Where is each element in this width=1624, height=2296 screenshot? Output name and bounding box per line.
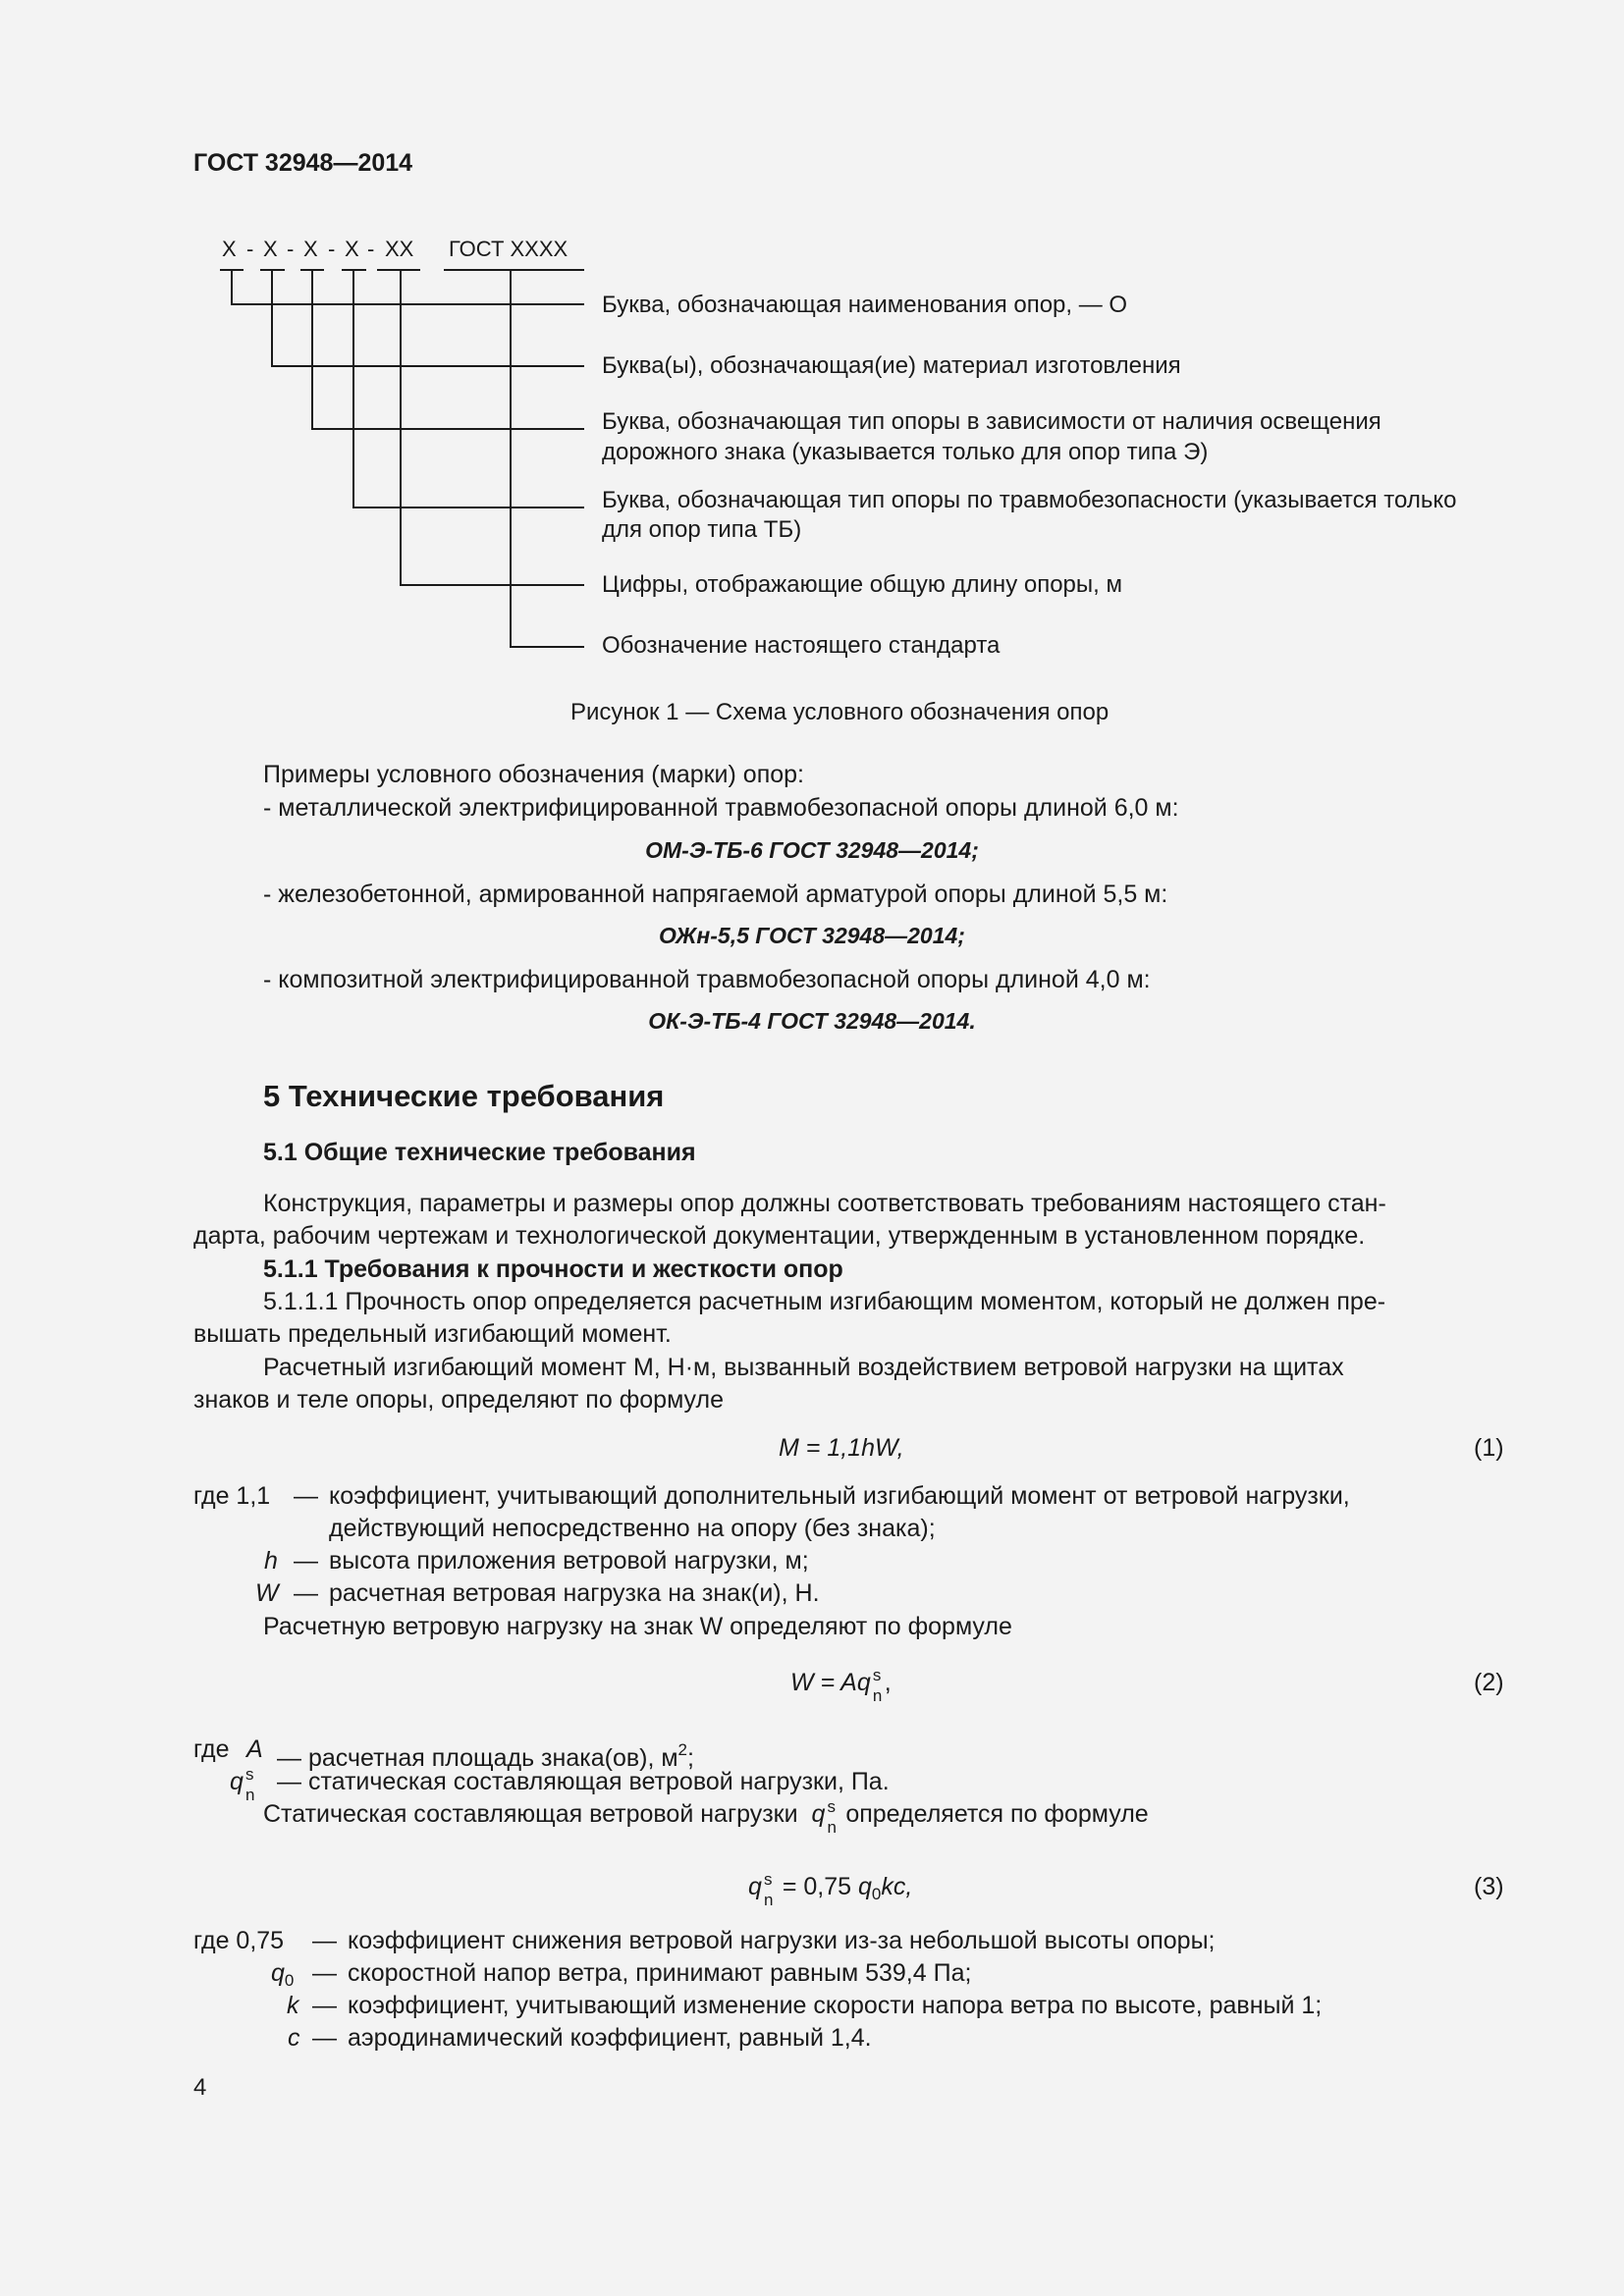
formula-3-number: (3) bbox=[1474, 1873, 1504, 1900]
code-part-2: Х bbox=[263, 237, 278, 261]
where3-dash-3: — bbox=[312, 1992, 337, 2019]
where2-lead: где bbox=[193, 1735, 230, 1763]
code-gost-label: ГОСТ ХХХХ bbox=[449, 237, 568, 261]
where3-text-1: коэффициент снижения ветровой нагрузки из-за небольшой высоты опоры; bbox=[348, 1927, 1216, 1954]
example-item-1: - металлической электрифицированной травмобезопасной опоры длиной 6,0 м: bbox=[263, 794, 1179, 822]
where3-lead-3: k bbox=[287, 1992, 299, 2019]
connector-1 bbox=[232, 270, 584, 304]
q-n-s-symbol: q s n bbox=[856, 1666, 883, 1705]
where2-text-2: — статическая составляющая ветровой нагрузки, Па. bbox=[277, 1768, 890, 1795]
connector-4 bbox=[353, 270, 584, 507]
diagram-desc-2: Буква(ы), обозначающая(ие) материал изготовления bbox=[602, 352, 1181, 379]
where3-lead-1: где 0,75 bbox=[193, 1927, 285, 1954]
figure-caption: Рисунок 1 — Схема условного обозначения опор bbox=[570, 699, 1110, 725]
diagram-desc-4: Буква, обозначающая тип опоры по травмобезопасности (указывается только bbox=[602, 487, 1457, 513]
where3-text-3: коэффициент, учитывающий изменение скорости напора ветра по высоте, равный 1; bbox=[348, 1992, 1323, 2019]
code-part-4: Х bbox=[345, 237, 359, 261]
where1-text-2: высота приложения ветровой нагрузки, м; bbox=[329, 1547, 809, 1575]
connector-2 bbox=[272, 270, 584, 366]
page-number: 4 bbox=[193, 2074, 207, 2101]
formula-1-number: (1) bbox=[1474, 1434, 1504, 1462]
para-5-1-line1: Конструкция, параметры и размеры опор должны соответствовать требованиям настоящего стан- bbox=[263, 1190, 1386, 1217]
formula-2-left: W = A bbox=[790, 1669, 857, 1696]
where3-text-4: аэродинамический коэффициент, равный 1,4. bbox=[348, 2024, 872, 2052]
where1-lead-3: W bbox=[255, 1579, 279, 1607]
para-static-load: Статическая составляющая ветровой нагрузки q s n определяется по формуле bbox=[263, 1797, 1149, 1837]
code-sep-4: - bbox=[367, 237, 375, 261]
where3-dash-2: — bbox=[312, 1959, 337, 1987]
where3-dash-4: — bbox=[312, 2024, 337, 2052]
where1-lead-1: где 1,1 bbox=[193, 1482, 271, 1510]
para-5-1-1-1-line1: 5.1.1.1 Прочность опор определяется расчетным изгибающим моментом, который не должен пре- bbox=[263, 1288, 1386, 1315]
diagram-desc-4b: для опор типа ТБ) bbox=[602, 516, 802, 543]
diagram-desc-5: Цифры, отображающие общую длину опоры, м bbox=[602, 571, 1122, 598]
diagram-desc-3: Буква, обозначающая тип опоры в зависимости от наличия освещения bbox=[602, 408, 1381, 435]
document-header: ГОСТ 32948—2014 bbox=[193, 149, 413, 177]
para-5-1-line2: дарта, рабочим чертежам и технологической документации, утвержденным в установленном порядке. bbox=[193, 1222, 1366, 1250]
where2-sym-q: q s n bbox=[230, 1765, 255, 1804]
formula-1: М = 1,1hW, bbox=[779, 1434, 904, 1462]
connector-5 bbox=[401, 270, 584, 585]
where3-lead-4: c bbox=[288, 2024, 300, 2052]
where3-text-2: скоростной напор ветра, принимают равным 539,4 Па; bbox=[348, 1959, 972, 1987]
where1-text-3: расчетная ветровая нагрузка на знак(и), Н. bbox=[329, 1579, 820, 1607]
where3-dash-1: — bbox=[312, 1927, 337, 1954]
formula-2: W = Aq s n , bbox=[790, 1666, 892, 1705]
code-part-1: Х bbox=[222, 237, 237, 261]
where1-lead-2: h bbox=[264, 1547, 278, 1575]
section-5-title: 5 Технические требования bbox=[263, 1079, 665, 1113]
formula-3: q s n = 0,75 $q_0kc$, bbox=[748, 1870, 913, 1909]
diagram-desc-1: Буква, обозначающая наименования опор, — О bbox=[602, 292, 1128, 318]
code-sep-2: - bbox=[287, 237, 295, 261]
example-item-3: - композитной электрифицированной травмобезопасной опоры длиной 4,0 м: bbox=[263, 966, 1151, 993]
para-5-1-1-1-line2: вышать предельный изгибающий момент. bbox=[193, 1320, 672, 1348]
where1-text-1: коэффициент, учитывающий дополнительный изгибающий момент от ветровой нагрузки, bbox=[329, 1482, 1350, 1510]
where2-sym-a: A bbox=[246, 1735, 263, 1763]
example-code-3: ОК-Э-ТБ-4 ГОСТ 32948—2014. bbox=[648, 1008, 976, 1034]
where1-cont-1: действующий непосредственно на опору (без знака); bbox=[329, 1515, 936, 1542]
where2-text-1: — расчетная площадь знака(ов), $м^2$; bbox=[277, 1740, 694, 1772]
where1-dash-3: — bbox=[294, 1579, 318, 1607]
example-code-2: ОЖн-5,5 ГОСТ 32948—2014; bbox=[659, 923, 965, 948]
code-sep-3: - bbox=[328, 237, 336, 261]
code-part-5: ХХ bbox=[385, 237, 414, 261]
para-wind-load: Расчетную ветровую нагрузку на знак W определяют по формуле bbox=[263, 1613, 1012, 1640]
example-item-2: - железобетонной, армированной напрягаемой арматурой опоры длиной 5,5 м: bbox=[263, 881, 1168, 908]
para-moment-line1: Расчетный изгибающий момент М, Н·м, вызванный воздействием ветровой нагрузки на щитах bbox=[263, 1354, 1344, 1381]
section-5-1-title: 5.1 Общие технические требования bbox=[263, 1139, 696, 1166]
where1-dash-1: — bbox=[294, 1482, 318, 1510]
where1-dash-2: — bbox=[294, 1547, 318, 1575]
para-moment-line2: знаков и теле опоры, определяют по формуле bbox=[193, 1386, 724, 1414]
examples-intro: Примеры условного обозначения (марки) опор: bbox=[263, 761, 804, 788]
connector-6 bbox=[511, 270, 584, 647]
formula-2-number: (2) bbox=[1474, 1669, 1504, 1696]
diagram-desc-6: Обозначение настоящего стандарта bbox=[602, 632, 1001, 659]
code-part-3: Х bbox=[303, 237, 318, 261]
diagram-desc-3b: дорожного знака (указывается только для опор типа Э) bbox=[602, 439, 1209, 465]
example-code-1: ОМ-Э-ТБ-6 ГОСТ 32948—2014; bbox=[645, 837, 979, 863]
code-sep-1: - bbox=[246, 237, 254, 261]
section-5-1-1-title: 5.1.1 Требования к прочности и жесткости опор bbox=[263, 1255, 843, 1283]
where3-lead-2: $q_0$ bbox=[271, 1959, 295, 1990]
